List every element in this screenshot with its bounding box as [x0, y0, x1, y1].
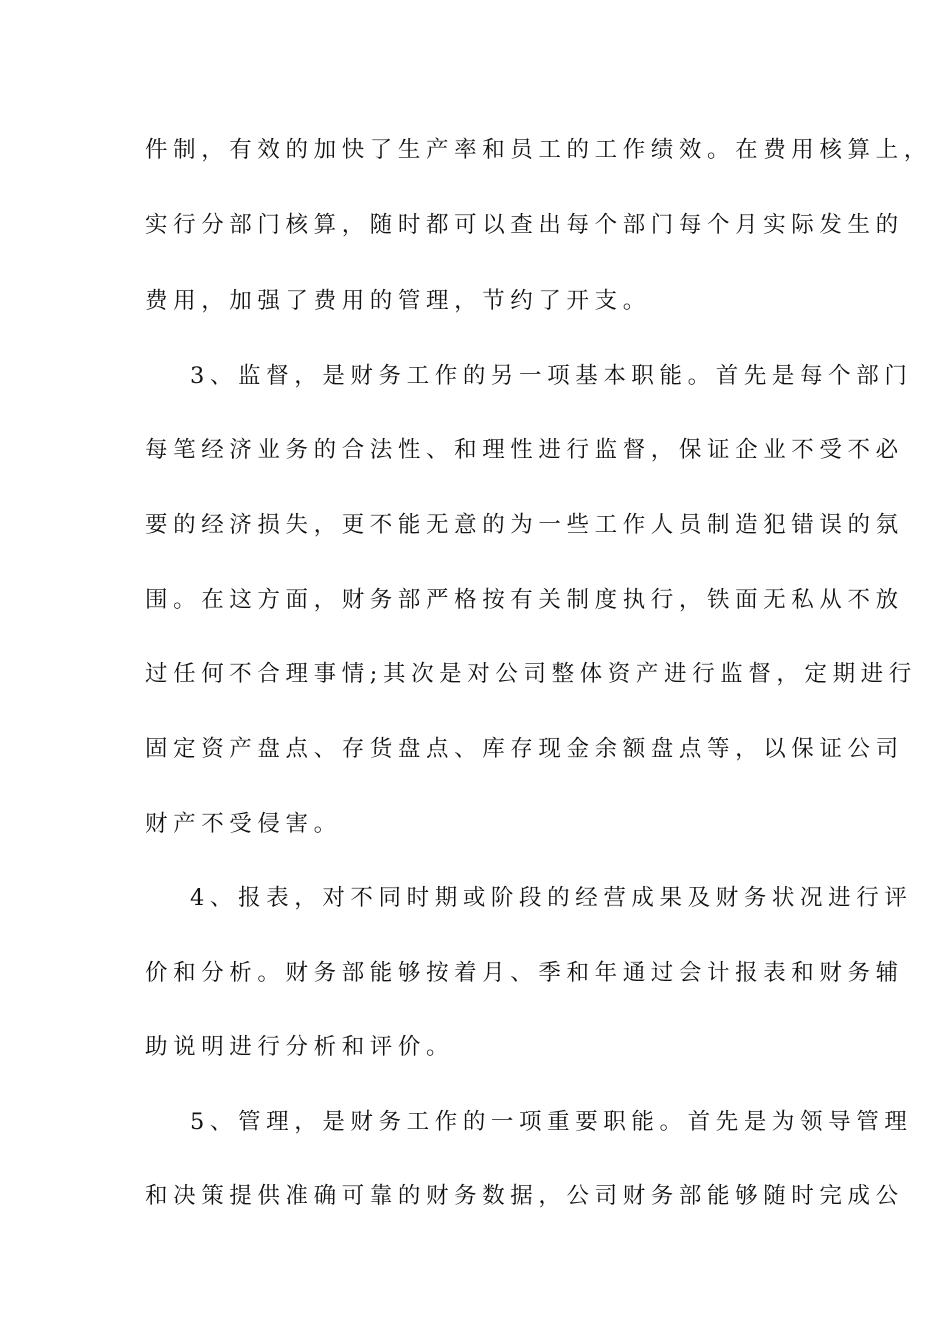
- paragraph-start-line: 5、管理，是财务工作的一项重要职能。首先是为领导管理: [190, 1109, 913, 1135]
- text-line: 实行分部门核算，随时都可以查出每个部门每个月实际发生的: [145, 212, 904, 238]
- text-line: 过任何不合理事情;其次是对公司整体资产进行监督，定期进行: [145, 661, 917, 687]
- text-line: 件制，有效的加快了生产率和员工的工作绩效。在费用核算上，: [145, 137, 932, 163]
- text-line: 财产不受侵害。: [145, 811, 342, 837]
- text-line: 费用，加强了费用的管理，节约了开支。: [145, 288, 651, 314]
- text-line: 要的经济损失，更不能无意的为一些工作人员制造犯错误的氛: [145, 512, 904, 538]
- text-line: 固定资产盘点、存货盘点、库存现金余额盘点等，以保证公司: [145, 736, 904, 762]
- text-line: 和决策提供准确可靠的财务数据，公司财务部能够随时完成公: [145, 1183, 904, 1209]
- text-line: 每笔经济业务的合法性、和理性进行监督，保证企业不受不必: [145, 437, 904, 463]
- paragraph-start-line: 4、报表，对不同时期或阶段的经营成果及财务状况进行评: [190, 885, 913, 911]
- paragraph-start-line: 3、监督，是财务工作的另一项基本职能。首先是每个部门: [190, 363, 913, 389]
- text-line: 助说明进行分析和评价。: [145, 1034, 455, 1060]
- text-line: 围。在这方面，财务部严格按有关制度执行，铁面无私从不放: [145, 587, 904, 613]
- text-line: 价和分析。财务部能够按着月、季和年通过会计报表和财务辅: [145, 960, 904, 986]
